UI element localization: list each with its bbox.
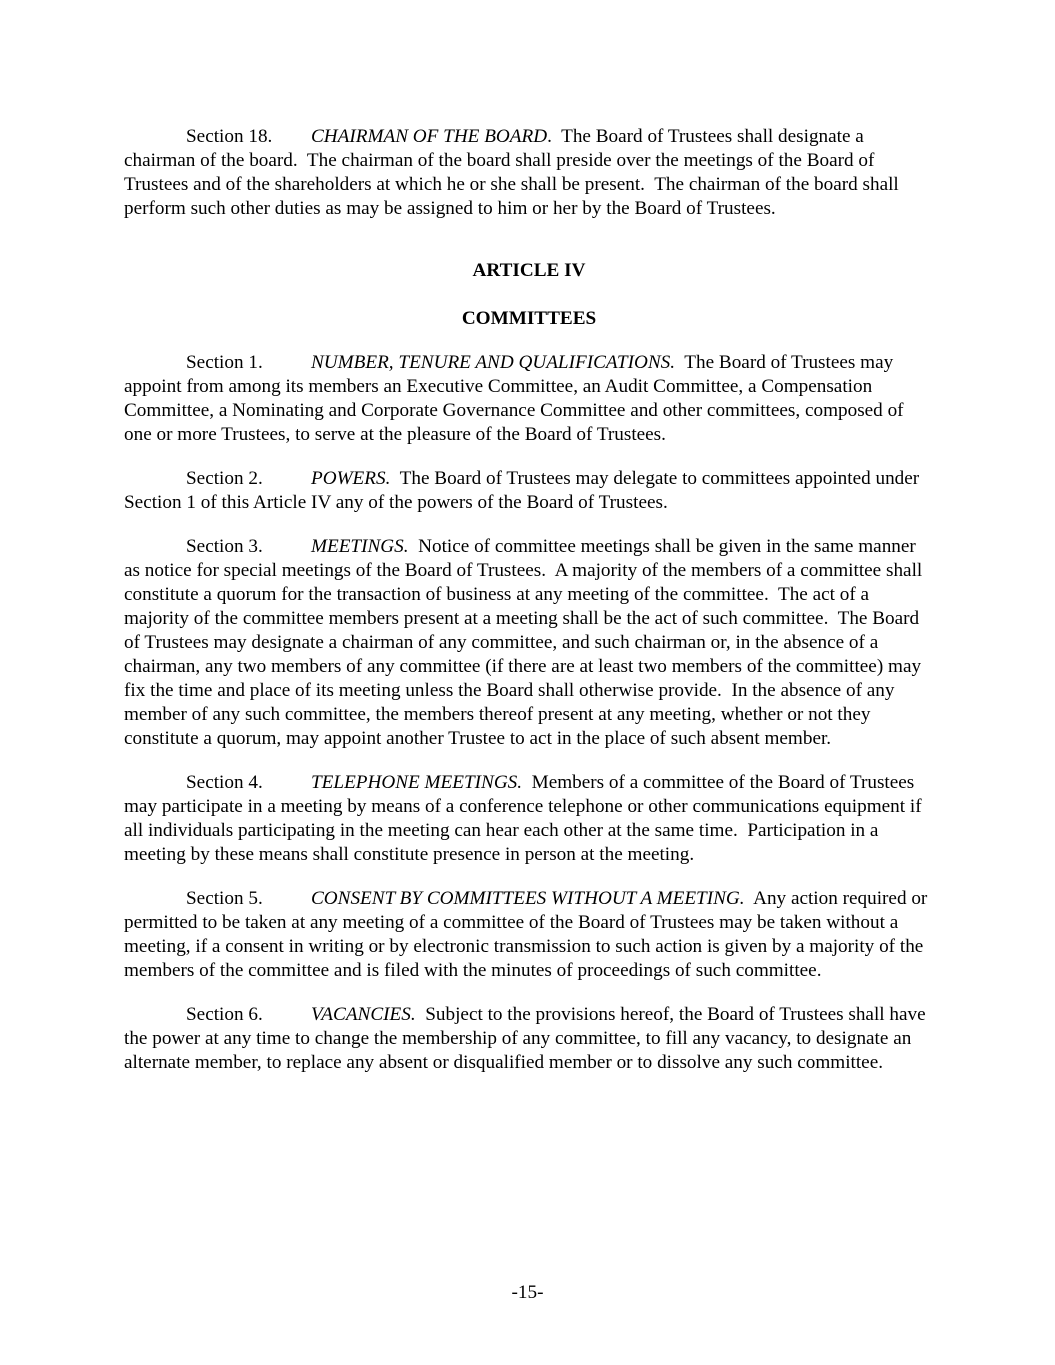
section-heading: MEETINGS. xyxy=(311,536,409,557)
page-number: -15- xyxy=(511,1282,544,1303)
section-2-paragraph xyxy=(124,467,934,515)
section-heading: CONSENT BY COMMITTEES WITHOUT A MEETING. xyxy=(311,888,745,909)
document-page xyxy=(124,125,934,1095)
section-heading-punct: . xyxy=(547,126,552,147)
section-body: The Board of Trustees may appoint from among its members an Executive Committee, an Audit Committee, a Compensation Committee, a Nominating and Corporate Governance Committee and other committees, composed of one or more Trustees, to serve at the pleasure of the Board of Trustees. xyxy=(124,352,909,445)
section-1-paragraph xyxy=(124,351,934,447)
section-label: Section 5. xyxy=(186,888,263,909)
section-body: The Board of Trustees shall designate a chairman of the board. The chairman of the board shall preside over the meetings of the Board of Trustees and of the shareholders at which he or she shall be present. The chairman of the board shall perform such other duties as may be assigned to him or her by the Board of Trustees. xyxy=(124,126,904,219)
section-heading: TELEPHONE MEETINGS. xyxy=(311,772,523,793)
section-body: The Board of Trustees may delegate to committees appointed under Section 1 of this Article IV any of the powers of the Board of Trustees. xyxy=(124,468,924,513)
section-6-paragraph xyxy=(124,1003,934,1075)
section-body: Subject to the provisions hereof, the Board of Trustees shall have the power at any time to change the membership of any committee, to fill any vacancy, to designate an alternate member, to replace any absent or disqualified member or to dissolve any such committee. xyxy=(124,1004,931,1073)
section-label: Section 2. xyxy=(186,468,263,489)
section-label: Section 18. xyxy=(186,126,273,147)
section-heading: NUMBER, TENURE AND QUALIFICATIONS. xyxy=(311,352,676,373)
section-body: Any action required or permitted to be taken at any meeting of a committee of the Board of Trustees may be taken without a meeting, if a consent in writing or by electronic transmission to such action is given by a majority of the members of the committee and is filed with the minutes of proceedings of such committee. xyxy=(124,888,933,981)
section-heading: VACANCIES. xyxy=(311,1004,416,1025)
article-subtitle: COMMITTEES xyxy=(461,308,597,329)
section-body: Notice of committee meetings shall be given in the same manner as notice for special meetings of the Board of Trustees. A majority of the members of a committee shall constitute a quorum for the transaction of business at any meeting of the committee. The act of a majority of the committee members present at a meeting shall be the act of such committee. The Board of Trustees may designate a chairman of any committee, and such chairman or, in the absence of a chairman, any two members of any committee (if there are at least two members of the committee) may fix the time and place of its meeting unless the Board shall otherwise provide. In the absence of any member of any such committee, the members thereof present at any meeting, whether or not they constitute a quorum, may appoint another Trustee to act in the place of such absent member. xyxy=(124,536,928,749)
article-title: ARTICLE IV xyxy=(472,260,586,281)
section-heading: CHAIRMAN OF THE BOARD xyxy=(311,126,548,147)
section-3-paragraph xyxy=(124,535,934,751)
section-label: Section 6. xyxy=(186,1004,263,1025)
section-label: Section 4. xyxy=(186,772,263,793)
section-label: Section 1. xyxy=(186,352,263,373)
section-5-paragraph xyxy=(124,887,934,983)
section-4-paragraph xyxy=(124,771,934,867)
section-body: Members of a committee of the Board of Trustees may participate in a meeting by means of a conference telephone or other communications equipment if all individuals participating in the meeting can hear each other at the same time. Participation in a meeting by these means shall constitute presence in person at the meeting. xyxy=(124,772,927,865)
section-18-paragraph xyxy=(124,125,934,221)
section-label: Section 3. xyxy=(186,536,263,557)
section-heading: POWERS. xyxy=(311,468,391,489)
